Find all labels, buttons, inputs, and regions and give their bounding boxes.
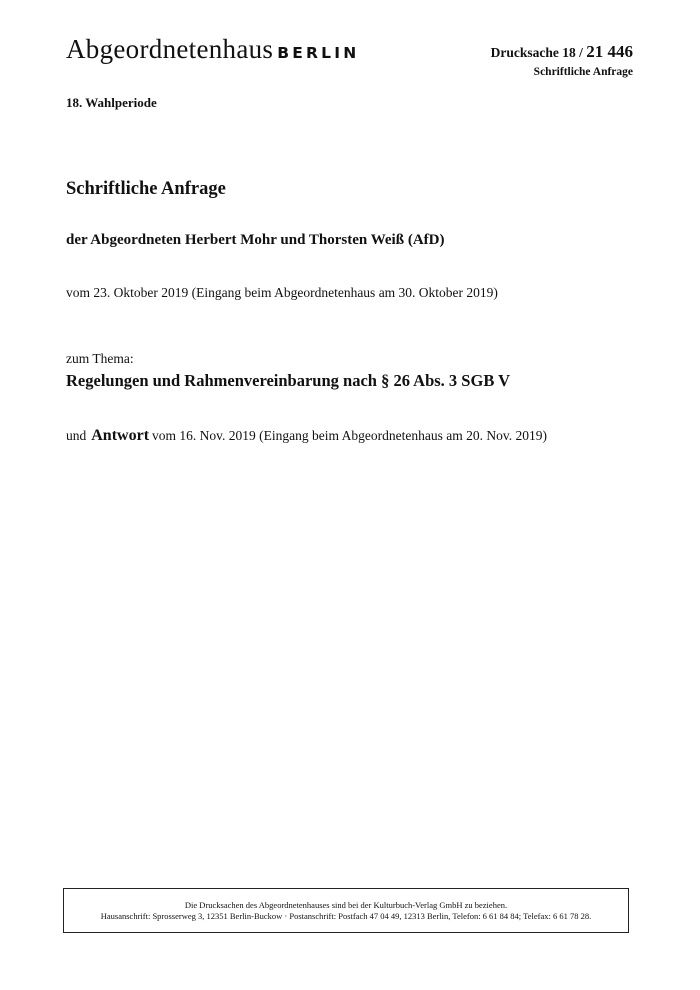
legislative-period: 18. Wahlperiode xyxy=(66,95,157,110)
page-title: Schriftliche Anfrage xyxy=(66,179,226,199)
answer-date: vom 16. Nov. 2019 (Eingang beim Abgeordnetenhaus am 20. Nov. 2019) xyxy=(152,428,547,443)
answer-prefix: und xyxy=(66,428,87,443)
drucksache-number: 21 446 xyxy=(586,42,633,61)
logo-wordmark: Abgeordnetenhaus xyxy=(66,34,274,64)
footer-line-1: Die Drucksachen des Abgeordnetenhauses sind bei der Kulturbuch-Verlag GmbH zu beziehen. xyxy=(184,900,508,910)
drucksache-line xyxy=(491,42,633,62)
topic-heading: Regelungen und Rahmenvereinbarung nach § 26 Abs. 3 SGB V xyxy=(66,371,511,390)
answer-word: Antwort xyxy=(91,427,150,444)
drucksache-prefix: Drucksache 18 / xyxy=(490,45,587,60)
submitting-members: der Abgeordneten Herbert Mohr und Thorsten Weiß (AfD) xyxy=(66,232,445,248)
footer-notice xyxy=(63,888,629,933)
answer-line xyxy=(66,427,547,445)
topic-label: zum Thema: xyxy=(66,351,134,366)
document-type: Schriftliche Anfrage xyxy=(533,65,633,78)
logo-city: BERLIN xyxy=(277,44,360,62)
footer-line-2: Hausanschrift: Sprosserweg 3, 12351 Berlin-Buckow · Postanschrift: Postfach 47 04 49, 12313 Berlin, Telefon: 6 61 84 84; Telefax: 6 61 78 28. xyxy=(100,911,592,922)
document-reference xyxy=(491,42,633,79)
submission-date: vom 23. Oktober 2019 (Eingang beim Abgeordnetenhaus am 30. Oktober 2019) xyxy=(66,285,498,300)
parliament-logo xyxy=(66,36,359,63)
